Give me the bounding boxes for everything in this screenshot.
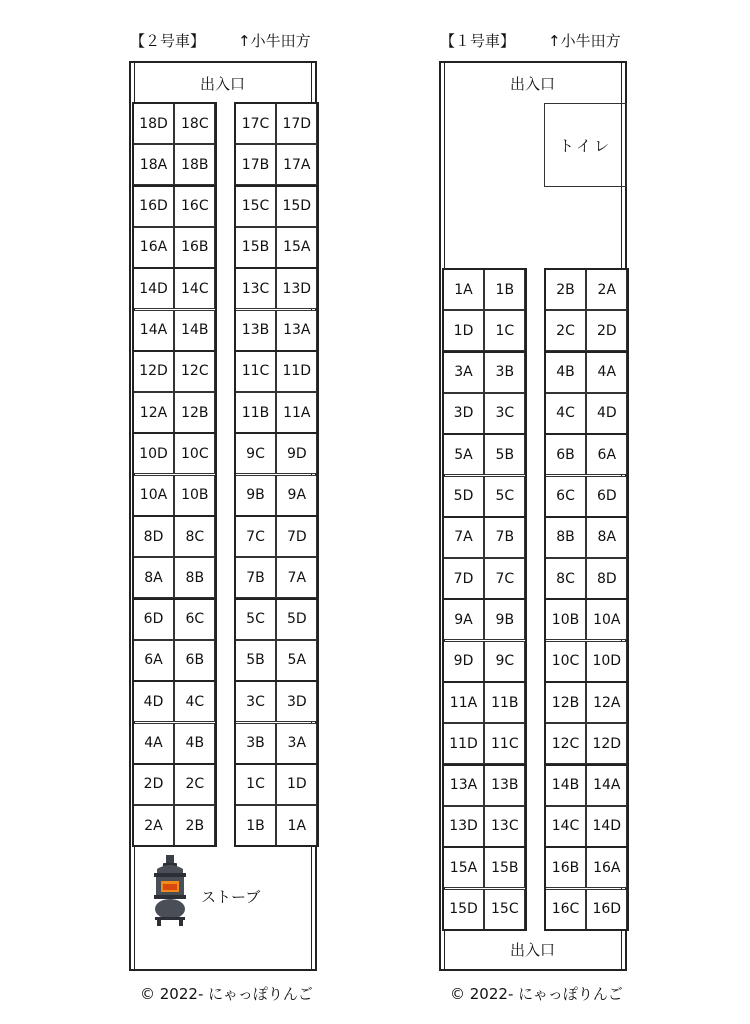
seat-12c[interactable]: 12C	[545, 723, 586, 764]
seat-11b[interactable]: 11B	[484, 682, 525, 723]
seat-15c[interactable]: 15C	[484, 889, 525, 930]
seat-15a[interactable]: 15A	[443, 847, 484, 888]
seat-9d[interactable]: 9D	[443, 641, 484, 682]
car1-entrance-top: 出入口	[510, 75, 556, 93]
seat-14c[interactable]: 14C	[174, 268, 215, 309]
seat-6a[interactable]: 6A	[133, 640, 174, 681]
seat-8d[interactable]: 8D	[586, 558, 627, 599]
seat-14d[interactable]: 14D	[586, 806, 627, 847]
stove-icon	[149, 855, 191, 927]
seat-4c[interactable]: 4C	[545, 393, 586, 434]
seat-8c[interactable]: 8C	[174, 516, 215, 557]
seat-3a[interactable]: 3A	[443, 352, 484, 393]
car1-entrance-bottom: 出入口	[510, 941, 556, 959]
seat-4b[interactable]: 4B	[545, 352, 586, 393]
seat-5b[interactable]: 5B	[484, 434, 525, 475]
seat-17c[interactable]: 17C	[235, 103, 276, 144]
seat-13c[interactable]: 13C	[484, 806, 525, 847]
seat-16a[interactable]: 16A	[133, 227, 174, 268]
seat-9a[interactable]: 9A	[276, 475, 317, 516]
seat-12c[interactable]: 12C	[174, 351, 215, 392]
seat-12a[interactable]: 12A	[586, 682, 627, 723]
seat-4d[interactable]: 4D	[586, 393, 627, 434]
seat-3d[interactable]: 3D	[276, 681, 317, 722]
seat-4c[interactable]: 4C	[174, 681, 215, 722]
seat-9b[interactable]: 9B	[484, 599, 525, 640]
car1-floor-plan	[439, 61, 627, 971]
seat-17a[interactable]: 17A	[276, 144, 317, 185]
seat-16b[interactable]: 16B	[174, 227, 215, 268]
seat-5d[interactable]: 5D	[276, 599, 317, 640]
seat-4a[interactable]: 4A	[586, 352, 627, 393]
copyright-left: © 2022- にゃっぽりんご	[140, 985, 313, 1003]
seat-1c[interactable]: 1C	[235, 764, 276, 805]
seat-5b[interactable]: 5B	[235, 640, 276, 681]
seat-12d[interactable]: 12D	[586, 723, 627, 764]
seat-10a[interactable]: 10A	[133, 475, 174, 516]
seat-9b[interactable]: 9B	[235, 475, 276, 516]
seat-10b[interactable]: 10B	[545, 599, 586, 640]
seat-8d[interactable]: 8D	[133, 516, 174, 557]
seat-2d[interactable]: 2D	[586, 310, 627, 351]
seat-4b[interactable]: 4B	[174, 723, 215, 764]
seat-13d[interactable]: 13D	[443, 806, 484, 847]
seat-1a[interactable]: 1A	[276, 805, 317, 846]
seat-10b[interactable]: 10B	[174, 475, 215, 516]
seat-11a[interactable]: 11A	[443, 682, 484, 723]
seat-8a[interactable]: 8A	[586, 517, 627, 558]
car2-direction: ↑小牛田方	[238, 31, 311, 50]
seat-7a[interactable]: 7A	[443, 517, 484, 558]
car1-title: 【１号車】	[440, 31, 516, 50]
seat-11d[interactable]: 11D	[276, 351, 317, 392]
seat-4a[interactable]: 4A	[133, 723, 174, 764]
seat-11d[interactable]: 11D	[443, 723, 484, 764]
seat-14a[interactable]: 14A	[133, 310, 174, 351]
seat-13a[interactable]: 13A	[276, 310, 317, 351]
seat-2c[interactable]: 2C	[174, 764, 215, 805]
seat-13c[interactable]: 13C	[235, 268, 276, 309]
seat-7c[interactable]: 7C	[484, 558, 525, 599]
seat-5d[interactable]: 5D	[443, 476, 484, 517]
seat-18b[interactable]: 18B	[174, 144, 215, 185]
seat-11c[interactable]: 11C	[235, 351, 276, 392]
seat-8a[interactable]: 8A	[133, 557, 174, 598]
seat-14a[interactable]: 14A	[586, 765, 627, 806]
seat-16d[interactable]: 16D	[586, 889, 627, 930]
car1-direction: ↑小牛田方	[548, 31, 621, 50]
seat-1d[interactable]: 1D	[276, 764, 317, 805]
seat-6b[interactable]: 6B	[545, 434, 586, 475]
stove-label: ストーブ	[201, 888, 261, 906]
seat-16a[interactable]: 16A	[586, 847, 627, 888]
seat-7d[interactable]: 7D	[443, 558, 484, 599]
seat-3c[interactable]: 3C	[484, 393, 525, 434]
seat-15d[interactable]: 15D	[276, 186, 317, 227]
seat-3d[interactable]: 3D	[443, 393, 484, 434]
seat-6c[interactable]: 6C	[545, 476, 586, 517]
seat-12a[interactable]: 12A	[133, 392, 174, 433]
seat-1d[interactable]: 1D	[443, 310, 484, 351]
car2-header	[130, 28, 330, 52]
seat-14c[interactable]: 14C	[545, 806, 586, 847]
seat-2a[interactable]: 2A	[133, 805, 174, 846]
seat-11b[interactable]: 11B	[235, 392, 276, 433]
toilet-label: トイレ	[558, 136, 613, 155]
seat-3b[interactable]: 3B	[235, 723, 276, 764]
seat-9a[interactable]: 9A	[443, 599, 484, 640]
seat-7a[interactable]: 7A	[276, 557, 317, 598]
seat-8b[interactable]: 8B	[545, 517, 586, 558]
seat-7d[interactable]: 7D	[276, 516, 317, 557]
seat-15a[interactable]: 15A	[276, 227, 317, 268]
seat-15d[interactable]: 15D	[443, 889, 484, 930]
seat-3b[interactable]: 3B	[484, 352, 525, 393]
seat-10d[interactable]: 10D	[586, 641, 627, 682]
seat-13d[interactable]: 13D	[276, 268, 317, 309]
seat-3a[interactable]: 3A	[276, 723, 317, 764]
seat-4d[interactable]: 4D	[133, 681, 174, 722]
seat-1b[interactable]: 1B	[235, 805, 276, 846]
car2-title: 【２号車】	[130, 31, 206, 50]
seat-12b[interactable]: 12B	[545, 682, 586, 723]
seat-10d[interactable]: 10D	[133, 433, 174, 474]
seat-13b[interactable]: 13B	[484, 765, 525, 806]
seat-15b[interactable]: 15B	[484, 847, 525, 888]
seat-12d[interactable]: 12D	[133, 351, 174, 392]
seat-1c[interactable]: 1C	[484, 310, 525, 351]
seat-7b[interactable]: 7B	[484, 517, 525, 558]
seat-14b[interactable]: 14B	[545, 765, 586, 806]
seat-5a[interactable]: 5A	[443, 434, 484, 475]
seat-1a[interactable]: 1A	[443, 269, 484, 310]
seat-9c[interactable]: 9C	[484, 641, 525, 682]
seat-16c[interactable]: 16C	[174, 186, 215, 227]
seat-2a[interactable]: 2A	[586, 269, 627, 310]
seat-6a[interactable]: 6A	[586, 434, 627, 475]
seat-10a[interactable]: 10A	[586, 599, 627, 640]
seat-6c[interactable]: 6C	[174, 599, 215, 640]
seat-6b[interactable]: 6B	[174, 640, 215, 681]
seat-13a[interactable]: 13A	[443, 765, 484, 806]
car2-entrance-top: 出入口	[200, 75, 246, 93]
seat-2d[interactable]: 2D	[133, 764, 174, 805]
seat-3c[interactable]: 3C	[235, 681, 276, 722]
seat-18a[interactable]: 18A	[133, 144, 174, 185]
seat-7b[interactable]: 7B	[235, 557, 276, 598]
seat-10c[interactable]: 10C	[545, 641, 586, 682]
seat-9c[interactable]: 9C	[235, 433, 276, 474]
seat-16c[interactable]: 16C	[545, 889, 586, 930]
seat-5c[interactable]: 5C	[235, 599, 276, 640]
seat-16d[interactable]: 16D	[133, 186, 174, 227]
car1-header	[440, 28, 640, 52]
seat-1b[interactable]: 1B	[484, 269, 525, 310]
seat-16b[interactable]: 16B	[545, 847, 586, 888]
seat-11a[interactable]: 11A	[276, 392, 317, 433]
seat-2b[interactable]: 2B	[174, 805, 215, 846]
seat-7c[interactable]: 7C	[235, 516, 276, 557]
seat-6d[interactable]: 6D	[586, 476, 627, 517]
car2-floor-plan	[129, 61, 317, 971]
seat-14d[interactable]: 14D	[133, 268, 174, 309]
copyright-right: © 2022- にゃっぽりんご	[450, 985, 623, 1003]
seat-18d[interactable]: 18D	[133, 103, 174, 144]
seat-15b[interactable]: 15B	[235, 227, 276, 268]
seat-12b[interactable]: 12B	[174, 392, 215, 433]
seat-6d[interactable]: 6D	[133, 599, 174, 640]
seat-8c[interactable]: 8C	[545, 558, 586, 599]
seat-10c[interactable]: 10C	[174, 433, 215, 474]
seat-18c[interactable]: 18C	[174, 103, 215, 144]
seat-2b[interactable]: 2B	[545, 269, 586, 310]
seat-2c[interactable]: 2C	[545, 310, 586, 351]
seat-17b[interactable]: 17B	[235, 144, 276, 185]
seat-5a[interactable]: 5A	[276, 640, 317, 681]
seat-14b[interactable]: 14B	[174, 310, 215, 351]
seat-13b[interactable]: 13B	[235, 310, 276, 351]
seat-5c[interactable]: 5C	[484, 476, 525, 517]
seat-15c[interactable]: 15C	[235, 186, 276, 227]
seat-8b[interactable]: 8B	[174, 557, 215, 598]
toilet	[544, 103, 627, 187]
seat-9d[interactable]: 9D	[276, 433, 317, 474]
seat-11c[interactable]: 11C	[484, 723, 525, 764]
seat-17d[interactable]: 17D	[276, 103, 317, 144]
